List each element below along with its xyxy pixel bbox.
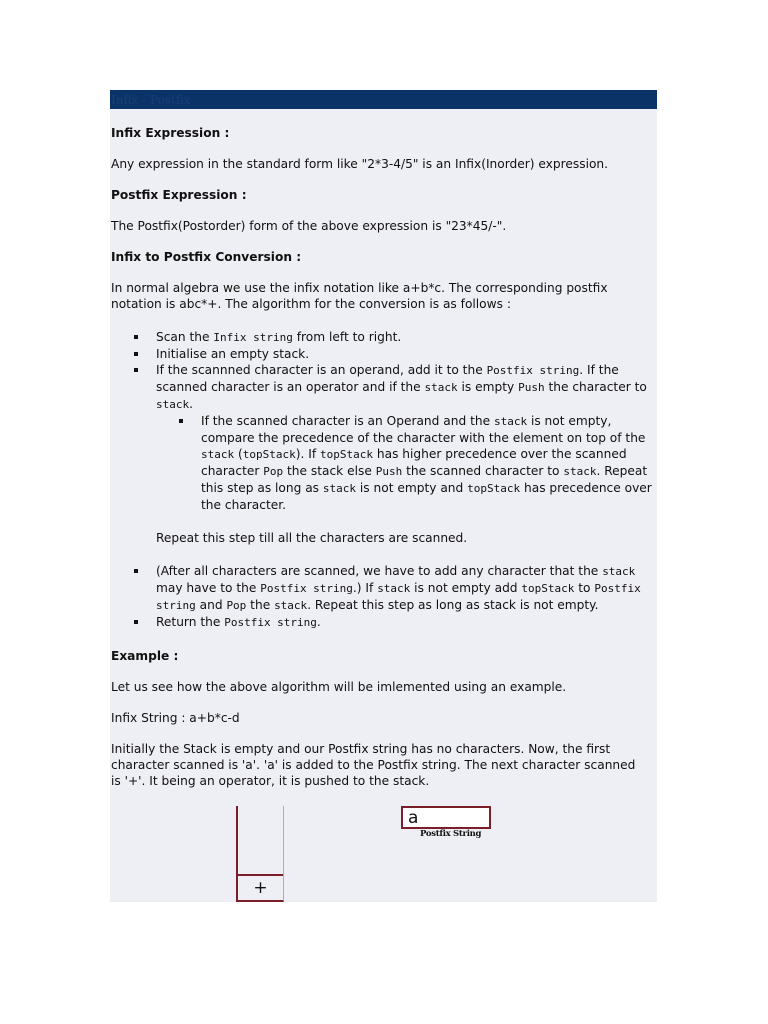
content-panel [110,90,657,902]
page-title: Infix - Postfix [110,90,657,109]
example-intro: Let us see how the above algorithm will be imlemented using an example. [111,680,567,694]
stack-top-cell: + [238,874,283,900]
postfix-heading: Postfix Expression : [111,188,247,202]
infix-text: Any expression in the standard form like "2*3-4/5" is an Infix(Inorder) expression. [111,157,609,171]
list-item: (After all characters are scanned, we have to add any character that the stack may have to the Postfix string.) If stack is not empty add topStack to Postfix string and Pop the stack. Repeat this step as long as stack is not empty. [111,563,656,614]
list-item: Scan the Infix string from left to right. [111,329,656,346]
sub-list [156,413,656,513]
conversion-heading: Infix to Postfix Conversion : [111,250,302,264]
infix-heading: Infix Expression : [111,126,230,140]
algorithm-list [111,329,656,631]
list-item: Initialise an empty stack. [111,346,656,362]
example-heading: Example : [111,649,179,663]
example-text-line3: is '+'. It being an operator, it is pushed to the stack. [111,774,430,788]
list-item: If the scanned character is an Operand and the stack is not empty, compare the precedence of the character with the element on top of the stack (topStack). If topStack has higher precedence over the scanned character Pop the stack else Push the scanned character to stack. Repeat this step as long as stack is not empty and topStack has precedence over the character. [156,413,656,513]
repeat-note: Repeat this step till all the characters are scanned. [156,531,468,545]
example-text-line2: character scanned is 'a'. 'a' is added to the Postfix string. The next character scanned [111,758,636,772]
postfix-text: The Postfix(Postorder) form of the above expression is "23*45/-". [111,219,507,233]
stack-diagram [236,806,284,902]
list-item: If the scannned character is an operand, add it to the Postfix string. If the scanned character is an operator and if the stack is empty Push the character to stack. If the scanned character is an Operand and the stack is not empty, compare the precedence of the character with the element on top of the stack (topStack). If topStack has higher precedence over the scanned character Pop the stack else Push the scanned character to stack. Repeat this step as long as stack is not empty and topStack has precedence over the character. Repeat this step till all the characters are scanned. [111,362,656,546]
conversion-text-line1: In normal algebra we use the infix notation like a+b*c. The corresponding postfix [111,281,608,295]
infix-string: Infix String : a+b*c-d [111,711,240,725]
list-item: Return the Postfix string. [111,614,656,631]
postfix-string-label: Postfix String [420,829,482,839]
example-text-line1: Initially the Stack is empty and our Postfix string has no characters. Now, the first [111,742,611,756]
conversion-text-line2: notation is abc*+. The algorithm for the conversion is as follows : [111,297,511,311]
postfix-string-box: a [401,806,491,829]
